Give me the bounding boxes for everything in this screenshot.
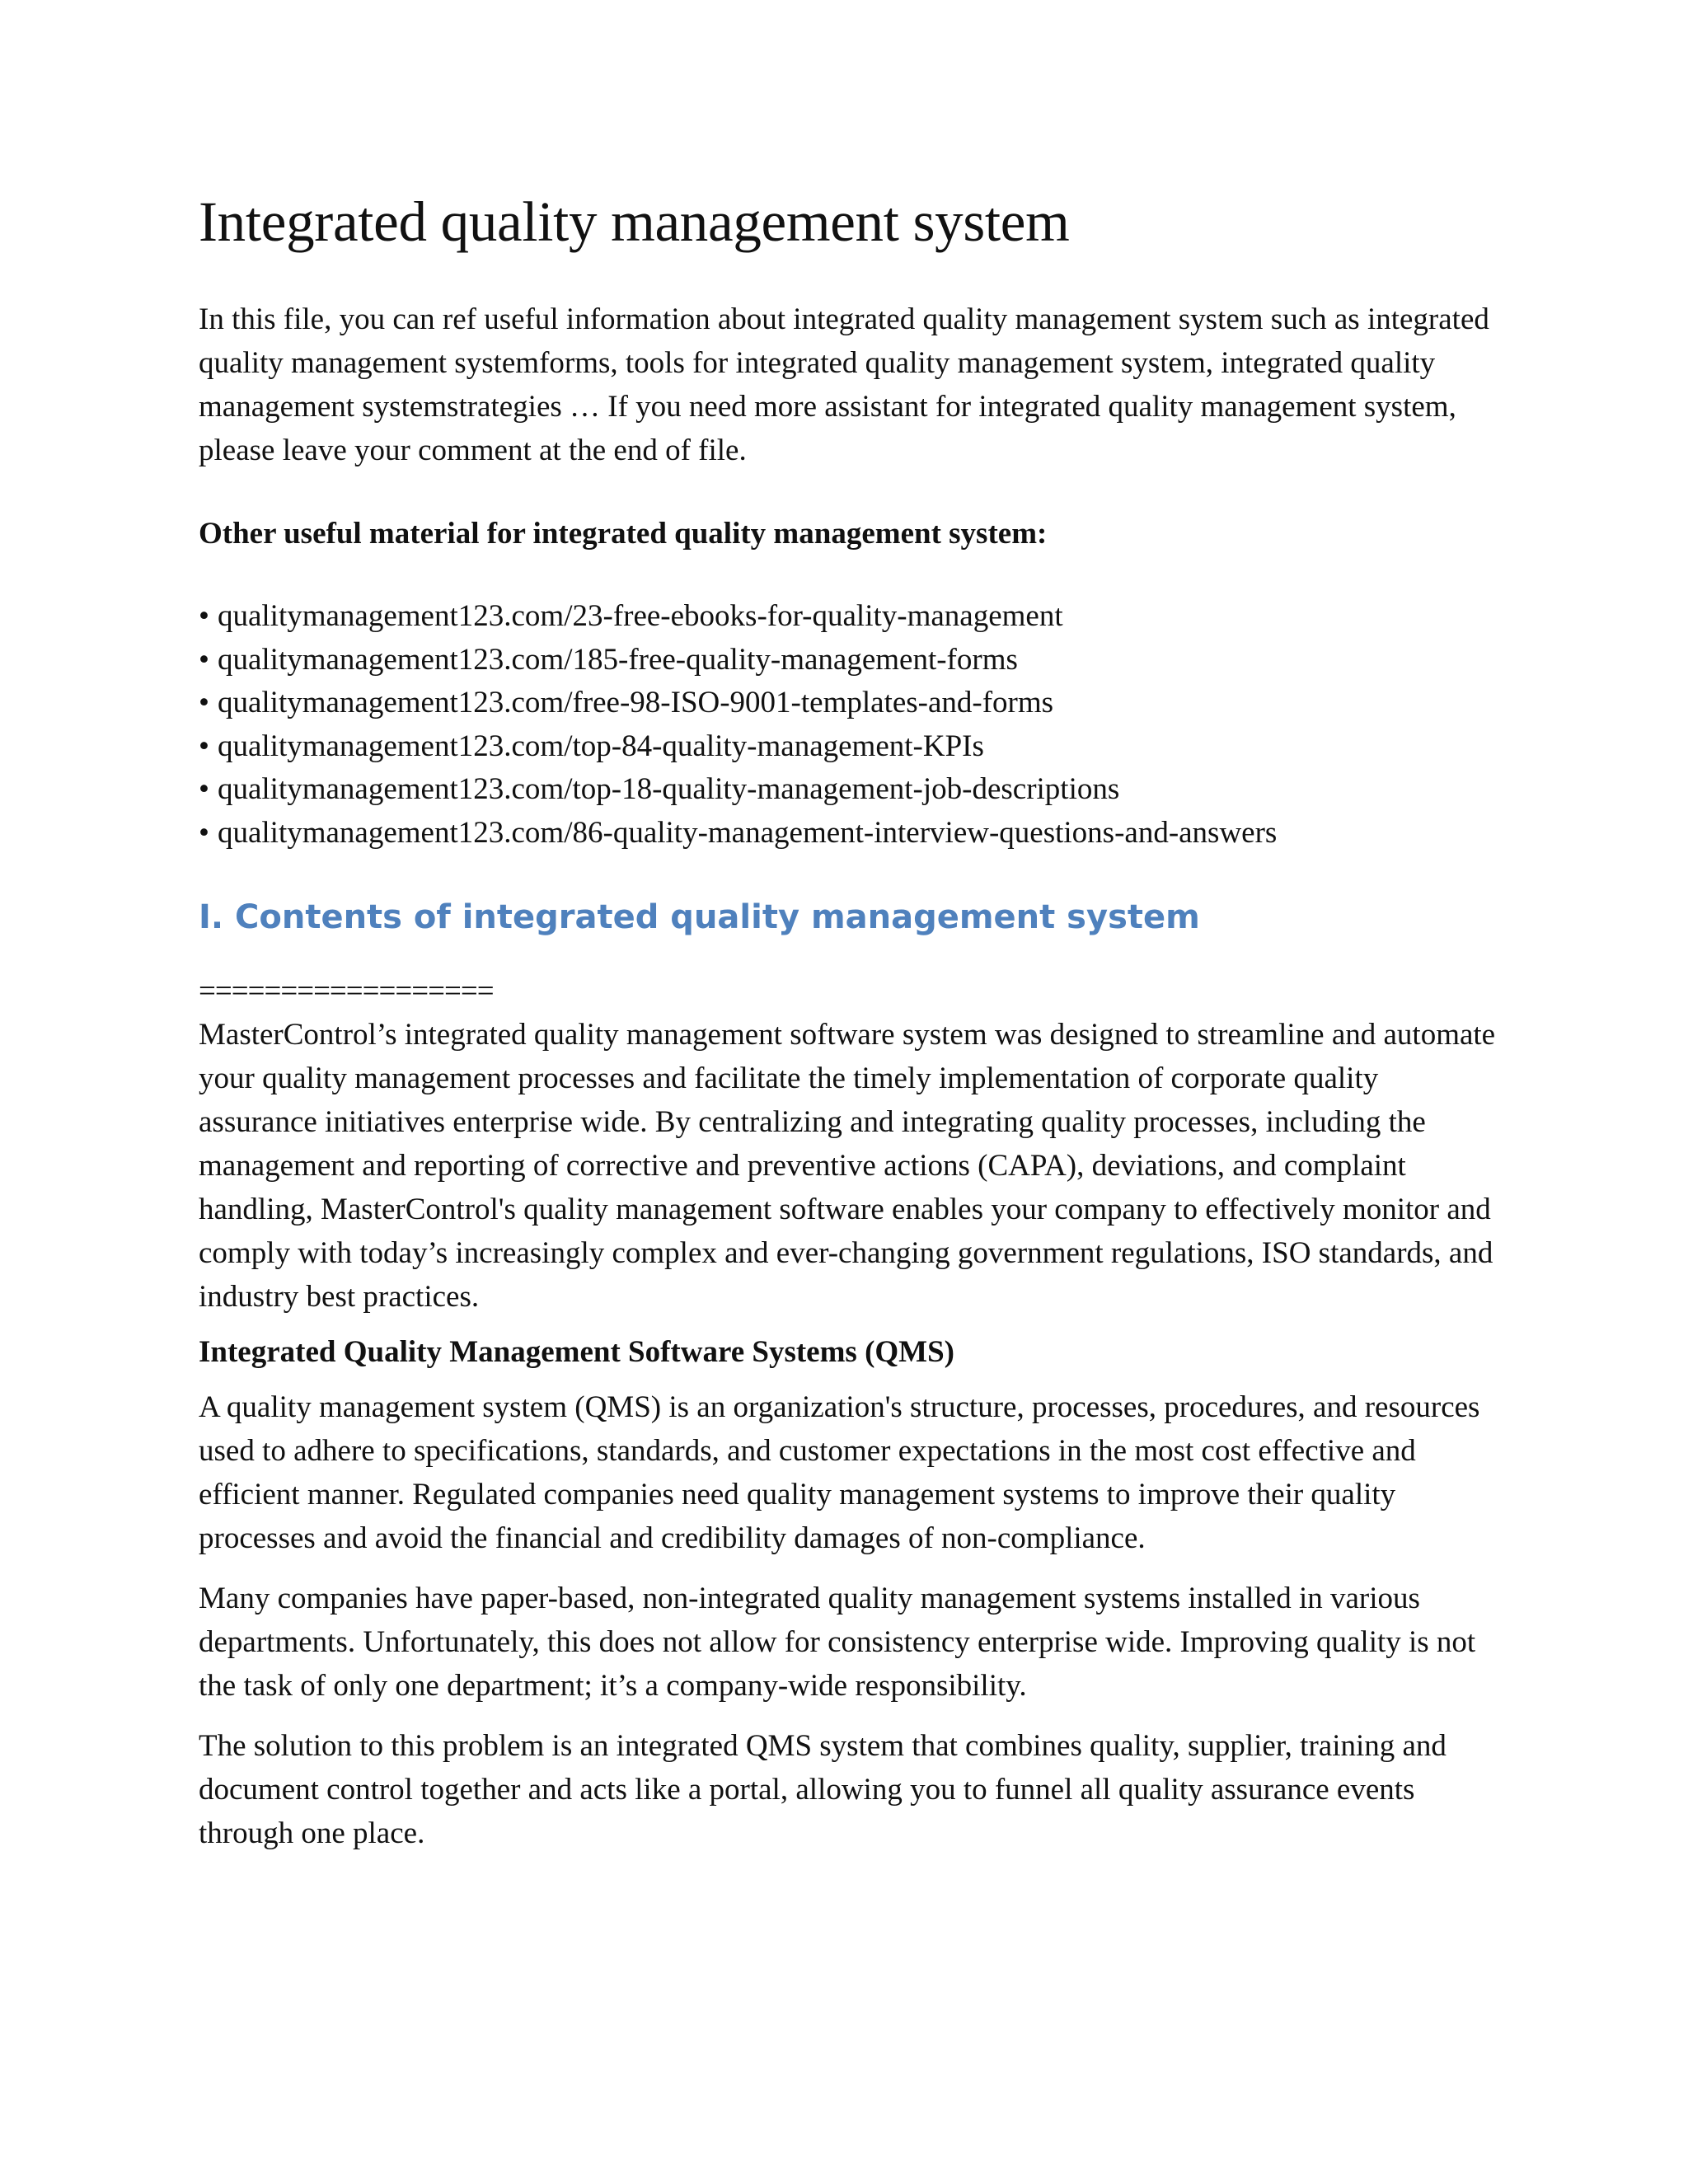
list-item bbox=[199, 595, 1501, 639]
document-title: Integrated quality management system bbox=[199, 190, 1070, 253]
solution-paragraph: The solution to this problem is an integrated QMS system that combines quality, supplier, training and document control together and acts like a portal, allowing you to funnel all quality assurance events through one place. bbox=[199, 1729, 1447, 1851]
list-item bbox=[199, 812, 1501, 855]
list-item bbox=[199, 682, 1501, 725]
bullet-icon: • bbox=[199, 686, 209, 720]
mastercontrol-paragraph: MasterControl’s integrated quality management software system was designed to streamline and automate your quality management processes and facilitate the timely implementation of corporate quality assurance initiatives enterprise wide. By centralizing and integrating quality processes, including the management and reporting of corrective and preventive actions (CAPA), deviations, and complaint handling, MasterControl's quality management software enables your company to effectively monitor and comply with today’s increasingly complex and ever-changing government regulations, ISO standards, and industry best practices. bbox=[199, 1018, 1496, 1315]
qms-definition-paragraph: A quality management system (QMS) is an organization's structure, processes, procedures, and resources used to adhere to specifications, standards, and customer expectations in the most cost effective and efficient manner. Regulated companies need quality management systems to improve their quality processes and avoid the financial and credibility damages of non-compliance. bbox=[199, 1390, 1480, 1556]
list-item bbox=[199, 768, 1501, 812]
bullet-icon: • bbox=[199, 642, 209, 677]
bullet-icon: • bbox=[199, 729, 209, 763]
material-link[interactable]: qualitymanagement123.com/top-18-quality-management-job-descriptions bbox=[217, 772, 1120, 807]
material-link[interactable]: qualitymanagement123.com/top-84-quality-management-KPIs bbox=[217, 729, 984, 763]
paper-based-paragraph: Many companies have paper-based, non-integrated quality management systems installed in various departments. Unfortunately, this does not allow for consistency enterprise wide. Improving quality is not the task of only one department; it’s a company-wide responsibility. bbox=[199, 1582, 1476, 1704]
document-content bbox=[199, 190, 1501, 1855]
material-link[interactable]: qualitymanagement123.com/23-free-ebooks-for-quality-management bbox=[217, 599, 1063, 634]
material-link-list bbox=[199, 595, 1501, 855]
divider-line: ================== bbox=[199, 974, 494, 1009]
list-item bbox=[199, 639, 1501, 682]
list-item bbox=[199, 725, 1501, 769]
bullet-icon: • bbox=[199, 599, 209, 634]
intro-paragraph: In this file, you can ref useful information about integrated quality management system such as integrated quality management systemforms, tools for integrated quality management system, integrated quality management systemstrategies … If you need more assistant for integrated quality management system, please leave your comment at the end of file. bbox=[199, 302, 1489, 468]
section-heading: I. Contents of integrated quality management system bbox=[199, 898, 1200, 937]
qms-heading: Integrated Quality Management Software Systems (QMS) bbox=[199, 1335, 954, 1370]
material-link[interactable]: qualitymanagement123.com/free-98-ISO-9001-templates-and-forms bbox=[217, 686, 1054, 720]
material-link[interactable]: qualitymanagement123.com/185-free-quality-management-forms bbox=[217, 642, 1018, 677]
bullet-icon: • bbox=[199, 772, 209, 807]
other-material-heading: Other useful material for integrated quality management system: bbox=[199, 517, 1048, 551]
material-link[interactable]: qualitymanagement123.com/86-quality-management-interview-questions-and-answers bbox=[217, 815, 1278, 850]
bullet-icon: • bbox=[199, 815, 209, 850]
